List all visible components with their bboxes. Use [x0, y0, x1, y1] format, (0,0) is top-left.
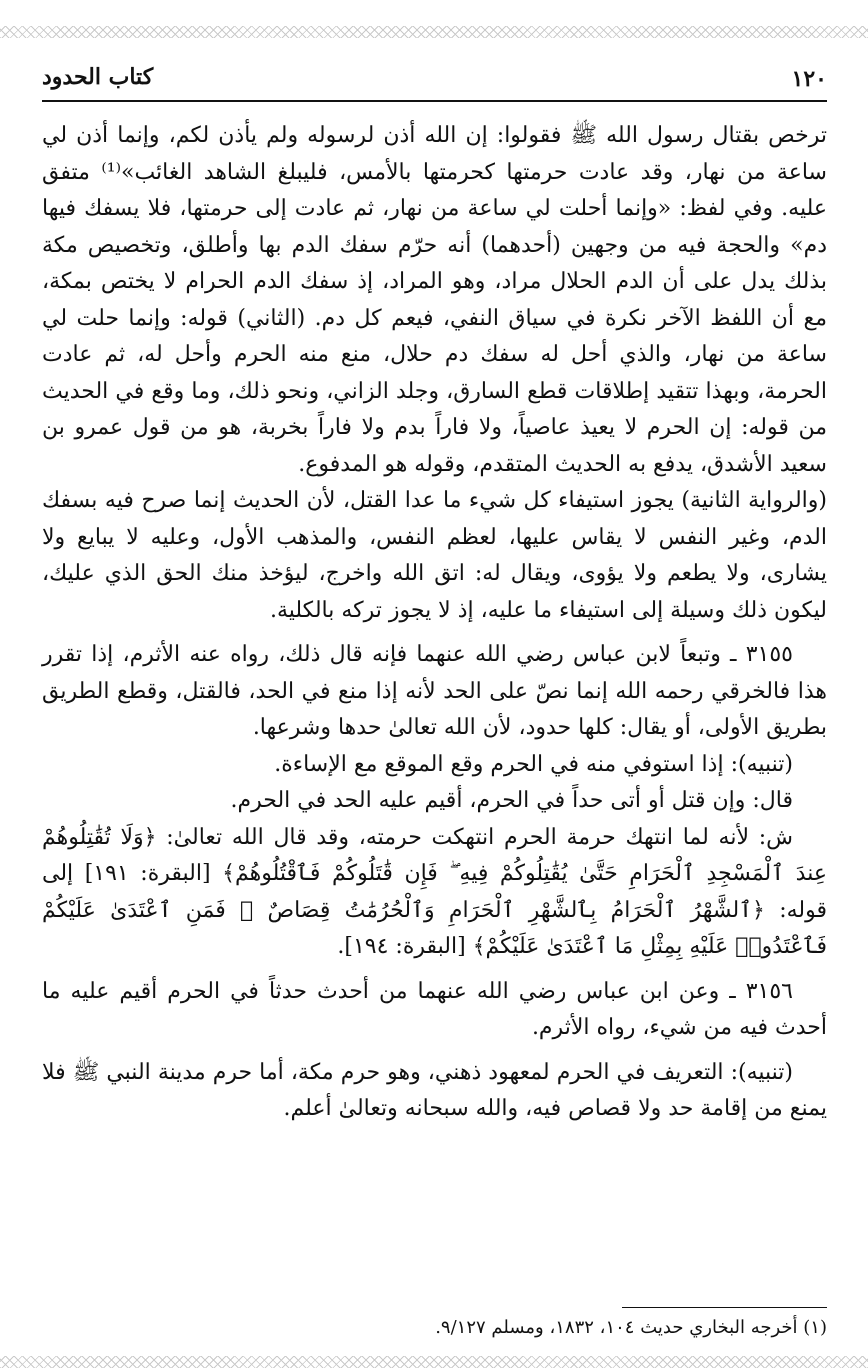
- paragraph-3155: ٣١٥٥ ـ وتبعاً لابن عباس رضي الله عنهما فإنه قال ذلك، رواه عنه الأثرم، إذا تقرر هذا فالخرقي رحمه الله إنما نصّ على الحد لأنه إذا منع في الحد، فالقتل، وقطع الطريق بطريق الأولى، أو يقال: كلها حدود، لأن الله تعالىٰ حدها وشرعها.: [42, 642, 827, 740]
- paragraph-continuation: ترخص بقتال رسول الله ﷺ فقولوا: إن الله أذن لرسوله ولم يأذن لكم، وإنما أذن لي ساعة من نهار، وقد عادت حرمتها كحرمتها بالأمس، فليبلغ الشاهد الغائب»⁽¹⁾ متفق عليه. وفي لفظ: «وإنما أحلت لي ساعة من نهار، ثم عادت إلى حرمتها، فلا يسفك فيها دم» والحجة فيه من وجهين (أحدهما) أنه حرّم سفك الدم بها وأطلق، وتخصيص مكة بذلك يدل على أن الدم الحلال مراد، وهو المراد، إذ سفك الدم الحرام لا يختص بمكة، مع أن اللفظ الآخر نكرة في سياق النفي، فيعم كل دم. (الثاني) قوله: وإنما حلت لي ساعة من نهار، والذي أحل له سفك دم حلال، منع منه الحرم وأحل له، ثم عادت الحرمة، وبهذا تتقيد إطلاقات قطع السارق، وجلد الزاني، ونحو ذلك، وما وقع في الحديث من قوله: إن الحرم لا يعيذ عاصياً، ولا فاراً بدم ولا فاراً بخربة، هو من قول عمرو بن سعيد الأشدق، يدفع به الحديث المتقدم، وقوله هو المدفوع.: [42, 123, 827, 477]
- main-text: [42, 118, 827, 1128]
- page-header: [42, 60, 827, 102]
- page-number: ١٢٠: [791, 66, 827, 92]
- paragraph-sharh: ش: لأنه لما انتهك حرمة الحرم انتهكت حرمته، وقد قال الله تعالىٰ: ﴿وَلَا تُقَٰتِلُوهُمْ عِندَ ٱلْمَسْجِدِ ٱلْحَرَامِ حَتَّىٰ يُقَٰتِلُوكُمْ فِيهِ ۖ فَإِن قَٰتَلُوكُمْ فَٱقْتُلُوهُمْ﴾ [البقرة: ١٩١] إلى قوله: ﴿ٱلشَّهْرُ ٱلْحَرَامُ بِٱلشَّهْرِ ٱلْحَرَامِ وَٱلْحُرُمَٰتُ قِصَاصٌ ۚ فَمَنِ ٱعْتَدَىٰ عَلَيْكُمْ فَٱعْتَدُوا۟ عَلَيْهِ بِمِثْلِ مَا ٱعْتَدَىٰ عَلَيْكُمْ﴾ [البقرة: ١٩٤].: [42, 824, 827, 959]
- footnote-divider: [622, 1307, 827, 1308]
- book-title: كتاب الحدود: [42, 64, 154, 90]
- paragraph-3156: ٣١٥٦ ـ وعن ابن عباس رضي الله عنهما من أحدث حدثاً في الحرم أقيم عليه ما أحدث فيه من شيء، رواه الأثرم.: [42, 978, 827, 1040]
- decorative-border-top: [0, 26, 868, 38]
- paragraph-second-narration: (والرواية الثانية) يجوز استيفاء كل شيء ما عدا القتل، لأن الحديث إنما صرح فيه بسفك الدم، وغير النفس لا يقاس عليها، لعظم النفس، والمذهب الأول، وعليه لا يبايع ولا يشارى، ولا يطعم ولا يؤوى، ويقال له: اتق الله واخرج، ليؤخذ منك الحق الذي عليك، ليكون ذلك وسيلة إلى استيفاء ما عليه، إذ لا يجوز تركه بالكلية.: [42, 488, 827, 623]
- decorative-border-bottom: [0, 1356, 868, 1368]
- paragraph-note-1: (تنبيه): إذا استوفي منه في الحرم وقع الموقع مع الإساءة.: [274, 751, 793, 777]
- paragraph-qal: قال: وإن قتل أو أتى حداً في الحرم، أقيم عليه الحد في الحرم.: [230, 788, 793, 813]
- footnote: (١) أخرجه البخاري حديث ١٠٤، ١٨٣٢، ومسلم ٩/١٢٧.: [435, 1317, 827, 1338]
- paragraph-note-2: (تنبيه): التعريف في الحرم لمعهود ذهني، وهو حرم مكة، أما حرم مدينة النبي ﷺ فلا يمنع من إقامة حد ولا قصاص فيه، والله سبحانه وتعالىٰ أعلم.: [42, 1059, 827, 1121]
